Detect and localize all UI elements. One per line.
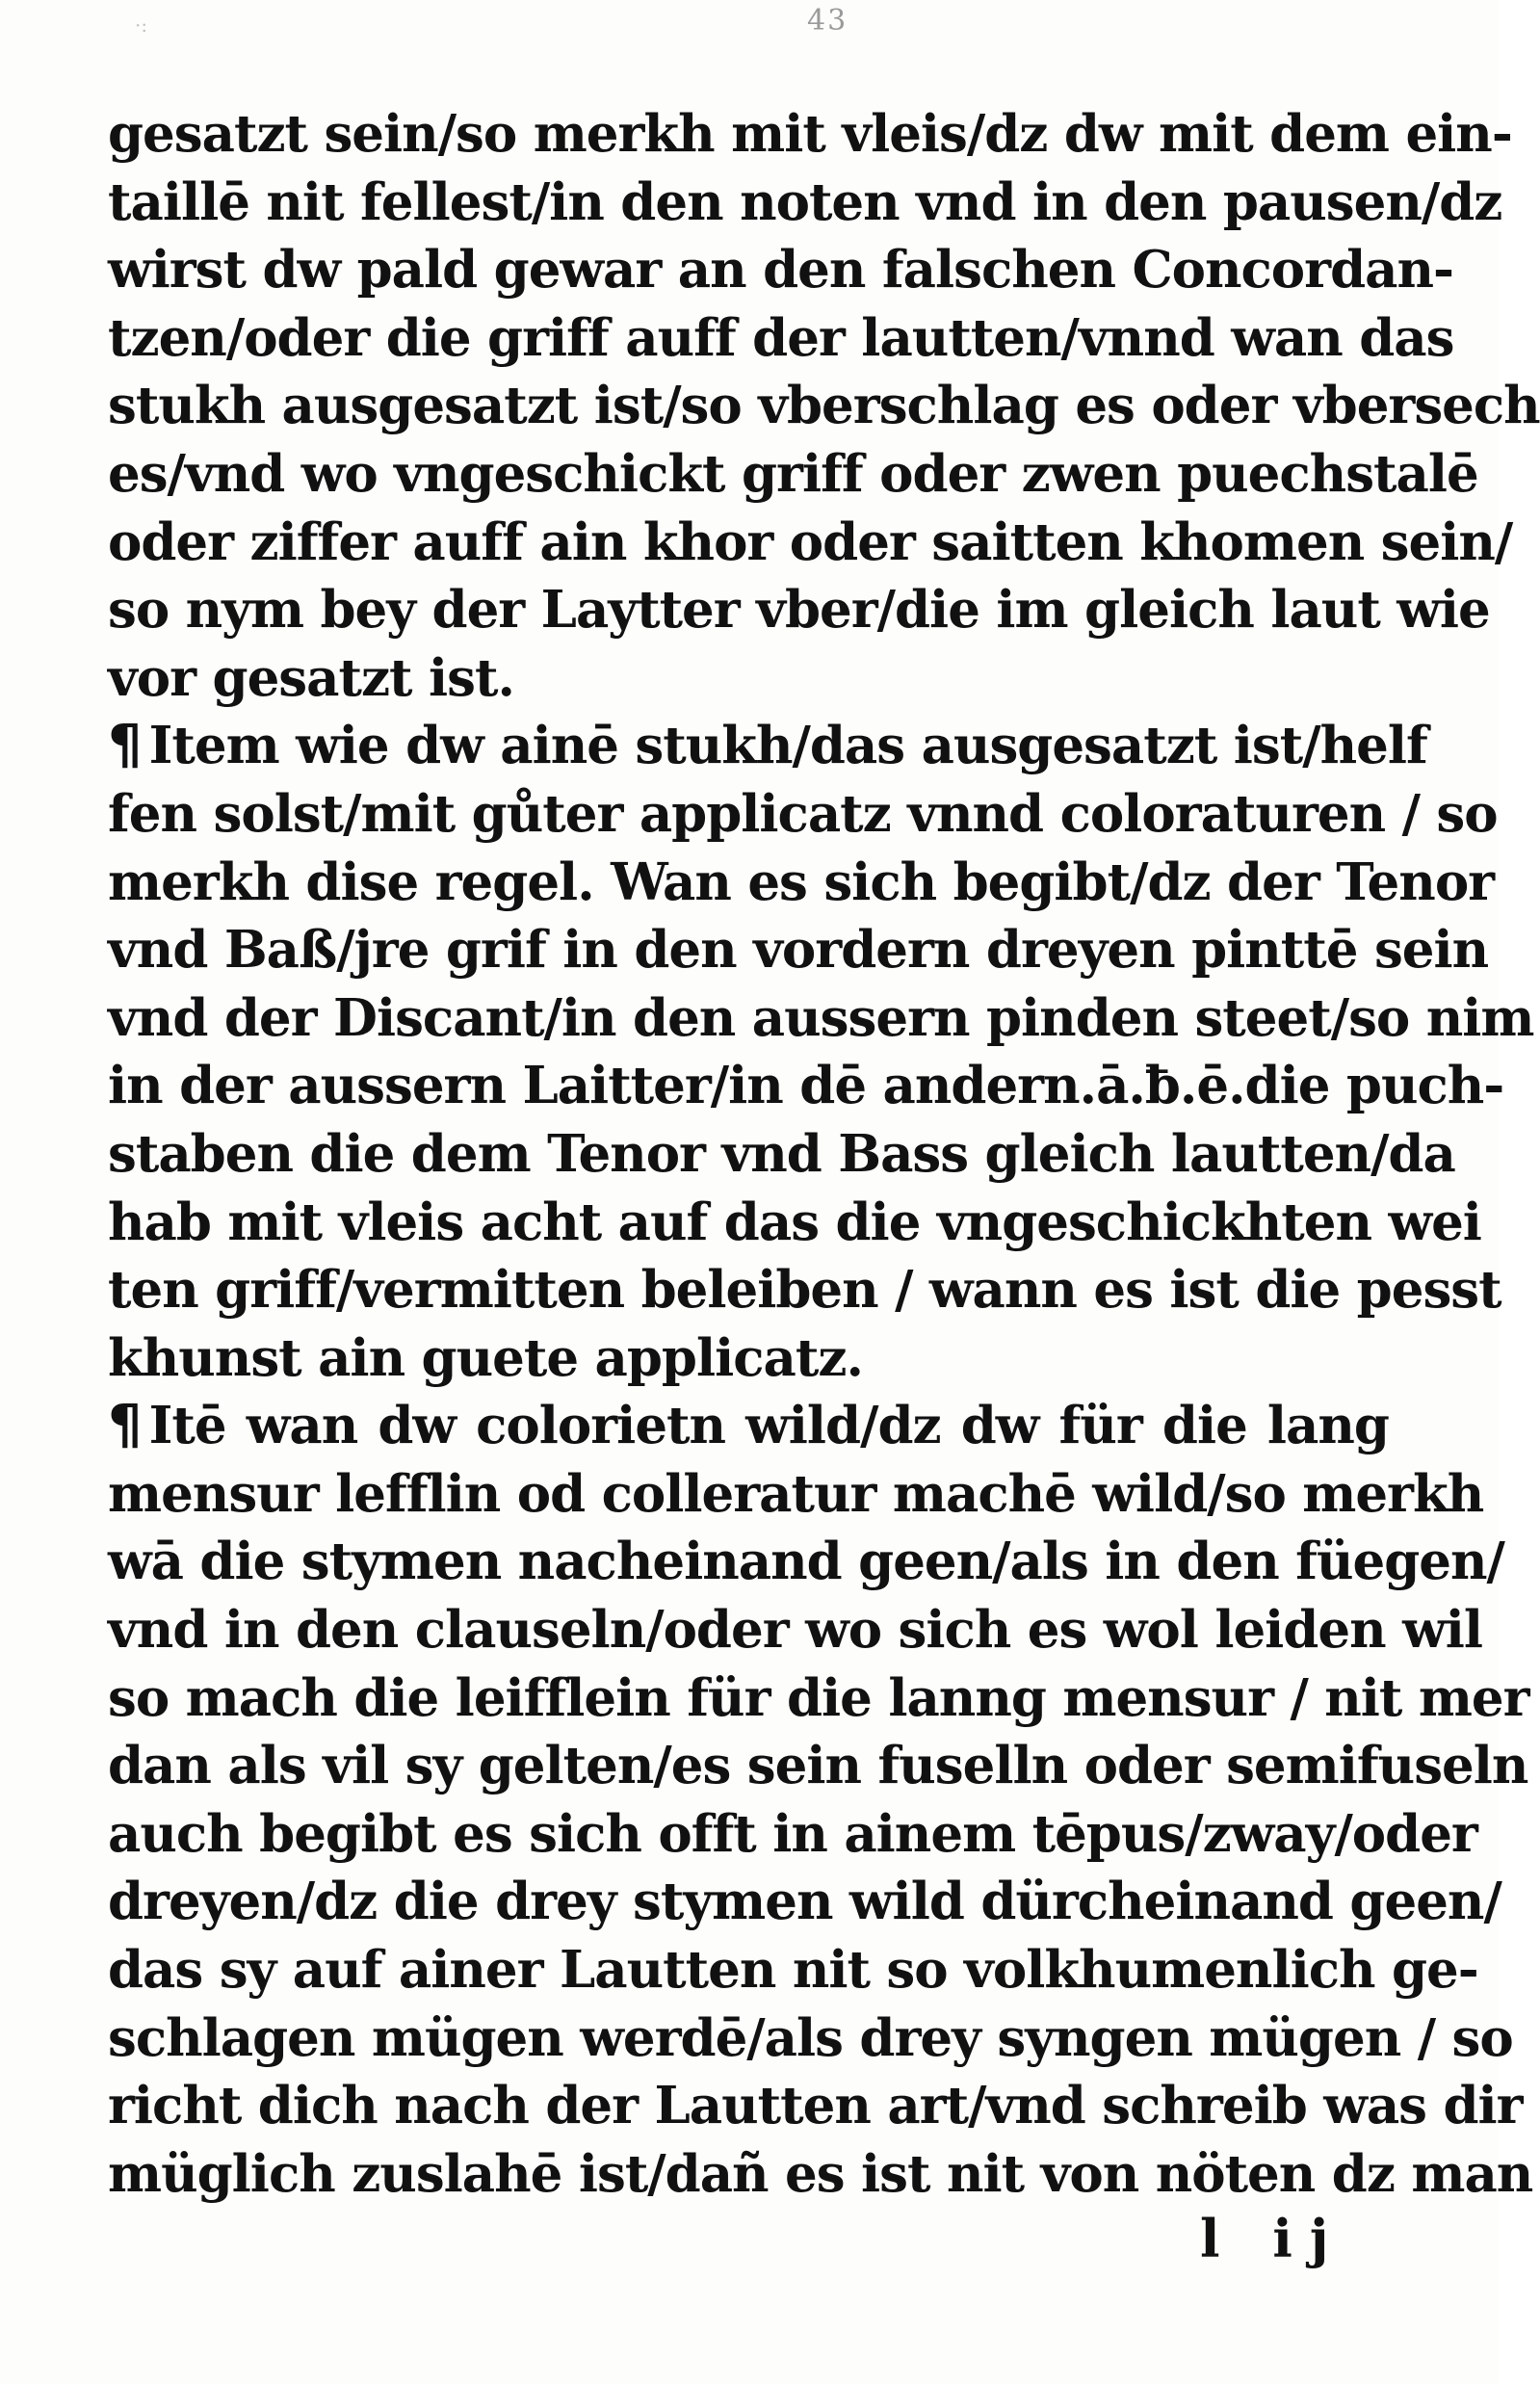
text-line-content: Item wie dw ainē stukh/das ausgesatzt ist/helf — [148, 716, 1427, 776]
text-line: so mach die leifflein für die lanng mensur / nit mer — [108, 1667, 1529, 1728]
text-line: dan als vil sy gelten/es sein fuselln oder semifuseln — [108, 1736, 1528, 1796]
text-line: wirst dw pald gewar an den falschen Concordan- — [108, 240, 1454, 301]
text-line: taillē nit fellest/in den noten vnd in den pausen/dz — [108, 171, 1502, 232]
text-line: ten griff/vermitten beleiben / wann es ist die pesst — [108, 1260, 1501, 1321]
text-line: vnd in den clauseln/oder wo sich es wol leiden wil — [108, 1600, 1482, 1661]
text-line: auch begibt es sich offt in ainem tēpus/zway/oder — [108, 1803, 1477, 1864]
text-line: so nym bey der Laytter vber/die im gleich laut wie — [108, 580, 1490, 641]
text-line: tzen/oder die griff auff der lautten/vnnd wan das — [108, 307, 1454, 368]
text-line: in der aussern Laitter/in dē andern.ā.ƀ.ē.die puch- — [108, 1056, 1504, 1116]
page-number: 43 — [807, 4, 848, 38]
text-line: schlagen mügen werdē/als drey syngen mügen / so — [108, 2007, 1513, 2068]
text-line: oder ziffer auff ain khor oder saitten khomen sein/ — [108, 511, 1513, 572]
text-line-content: Itē wan dw colorietn wild/dz dw für die lang — [148, 1396, 1389, 1456]
text-line: gesatzt sein/so merkh mit vleis/dz dw mit dem ein- — [108, 104, 1512, 164]
text-line: das sy auf ainer Lautten nit so volkhumenlich ge- — [108, 1940, 1478, 2001]
paragraph-mark-icon: ¶ — [108, 714, 142, 777]
text-line: müglich zuslahē ist/dañ es ist nit von nöten dz man — [108, 2143, 1533, 2204]
text-line — [108, 712, 1427, 780]
body-text — [108, 100, 1540, 2208]
signature-mark: l ij — [1200, 2208, 1346, 2269]
text-line: wā die stymen nacheinand geen/als in den füegen/ — [108, 1532, 1504, 1592]
text-line: fen solst/mit gůter applicatz vnnd coloraturen / so — [108, 783, 1498, 844]
text-line: richt dich nach der Lautten art/vnd schreib was dir — [108, 2076, 1523, 2136]
text-line: vor gesatzt ist. — [108, 647, 514, 708]
text-line — [108, 1392, 1389, 1460]
text-line: es/vnd wo vngeschickt griff oder zwen puechstalē — [108, 443, 1478, 504]
text-line: mensur lefflin od colleratur machē wild/so merkh — [108, 1463, 1484, 1524]
paper-speck: ·: — [135, 13, 148, 37]
paragraph-mark-icon: ¶ — [108, 1394, 142, 1457]
text-line: vnd der Discant/in den aussern pinden steet/so nim — [108, 987, 1534, 1048]
text-line: stukh ausgesatzt ist/so vberschlag es oder vbersech — [108, 376, 1540, 436]
text-line: staben die dem Tenor vnd Bass gleich lautten/da — [108, 1123, 1455, 1184]
text-line: hab mit vleis acht auf das die vngeschickhten wei — [108, 1192, 1481, 1252]
text-line: dreyen/dz die drey stymen wild dürcheinand geen/ — [108, 1872, 1501, 1932]
text-line: merkh dise regel. Wan es sich begibt/dz der Tenor — [108, 851, 1495, 912]
text-line: vnd Baß/jre grif in den vordern dreyen pinttē sein — [108, 920, 1489, 981]
text-line: khunst ain guete applicatz. — [108, 1327, 863, 1388]
